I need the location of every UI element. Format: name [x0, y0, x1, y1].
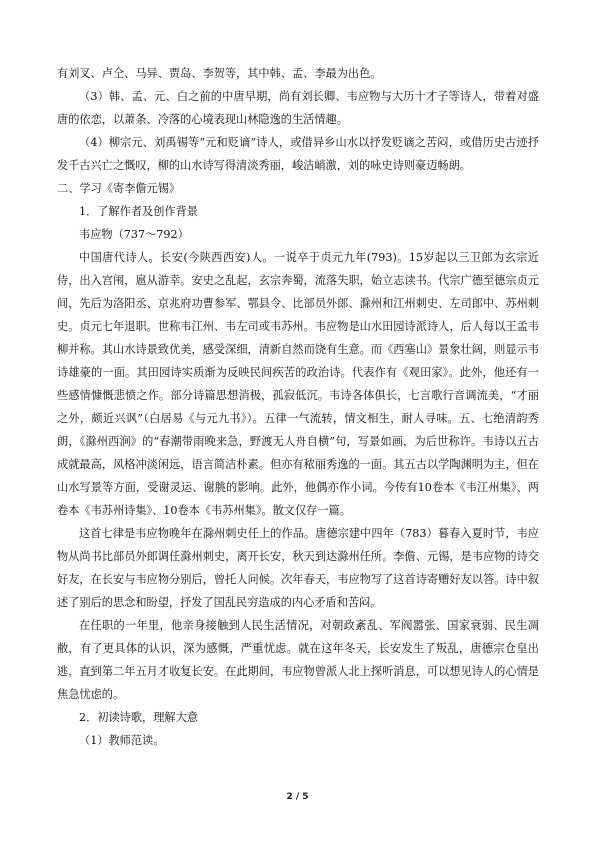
poem-context: 在任职的一年里，他亲身接触到人民生活情况，对朝政紊乱、军阀嚣张、国家衰弱、民生凋敝，有了更具体的认识，深为感慨，严重忧虑。就在这年冬天，长安发生了叛乱，唐德宗仓皇出逃，直到第二年五月才收复长安。在此期间，韦应物曾派人北上探听消息，可以想见诗人的心情是焦急忧虑的。 — [57, 619, 539, 701]
paragraph-item-4: （4）柳宗元、刘禹锡等“元和贬谪”诗人，或借异乡山水以抒发贬谪之苦闷，或借历史古迹抒发千古兴亡之慨叹，柳的山水诗写得清淡秀丽，峻洁峭激，刘的咏史诗则豪迈畅朗。 — [57, 136, 539, 172]
poem-background: 这首七律是韦应物晚年在滁州刺史任上的作品。唐德宗建中四年（783）暮春入夏时节，韦应物从尚书比部员外郎调任滁州刺史，离开长安，秋天到达滁州任所。李儋、元锡，是韦应物的诗交好友，在长安与韦应物分别后，曾托人问候。次年春天，韦应物写了这首诗寄赠好友以答。诗中叙述了别后的思念和盼望，抒发了国乱民穷造成的内心矛盾和苦闷。 — [57, 527, 539, 609]
section-heading: 二、学习《寄李儋元锡》 — [57, 182, 181, 195]
paragraph-continuation: 有刘叉、卢仝、马异、贾岛、李贺等，其中韩、孟、李最为出色。 — [57, 67, 382, 80]
subsection-heading-2: 2．初读诗歌，理解大意 — [79, 711, 198, 724]
document-body — [57, 62, 539, 752]
page-number: 2 / 5 — [286, 792, 309, 802]
author-biography: 中国唐代诗人。长安(今陕西西安)人。一说卒于贞元九年(793)。15岁起以三卫郎为玄宗近侍，出入宫闱，扈从游幸。安史之乱起，玄宗奔蜀，流落失职，始立志读书。代宗广德至德宗贞元间，先后为洛阳丞、京兆府功曹参军、鄂县令、比部员外郎、滁州和江州刺史、左司郎中、苏州刺史。贞元七年退职。世称韦江州、韦左司或韦苏州。韦应物是山水田园诗派诗人，后人每以王孟韦柳并称。其山水诗景致优美，感受深细，清新自然而饶有生意。而《西塞山》景象壮阔，则显示韦诗雄豪的一面。其田园诗实质渐为反映民间疾苦的政治诗。代表作有《观田家》。此外，他还有一些感情慷慨悲愤之作。部分诗篇思想消极，孤寂低沉。韦诗各体俱长，七言歌行音调流美，“才丽之外，颇近兴讽”（白居易《与元九书》）。五律一气流转，情文相生，耐人寻味。五、七绝清韵秀朗，《滁州西涧》的“春潮带雨晚来急，野渡无人舟自横”句，写景如画，为后世称许。韦诗以五古成就最高，风格冲淡闲远，语言简洁朴素。但亦有秾丽秀逸的一面。其五古以学陶渊明为主，但在山水写景等方面，受谢灵运、谢朓的影响。此外，他偶亦作小词。今传有10卷本《韦江州集》、两卷本《韦苏州诗集》、10卷本《韦苏州集》。散文仅存一篇。 — [57, 251, 539, 517]
teacher-reading: （1）教师范读。 — [79, 734, 165, 747]
subsection-heading: 1．了解作者及创作背景 — [79, 205, 198, 218]
paragraph-item-3: （3）韩、孟、元、白之前的中唐早期，尚有刘长卿、韦应物与大历十才子等诗人，带着对盛唐的依恋，以萧条、冷落的心境表现山林隐逸的生活情趣。 — [57, 90, 539, 126]
author-name: 韦应物（737～792） — [79, 228, 189, 241]
